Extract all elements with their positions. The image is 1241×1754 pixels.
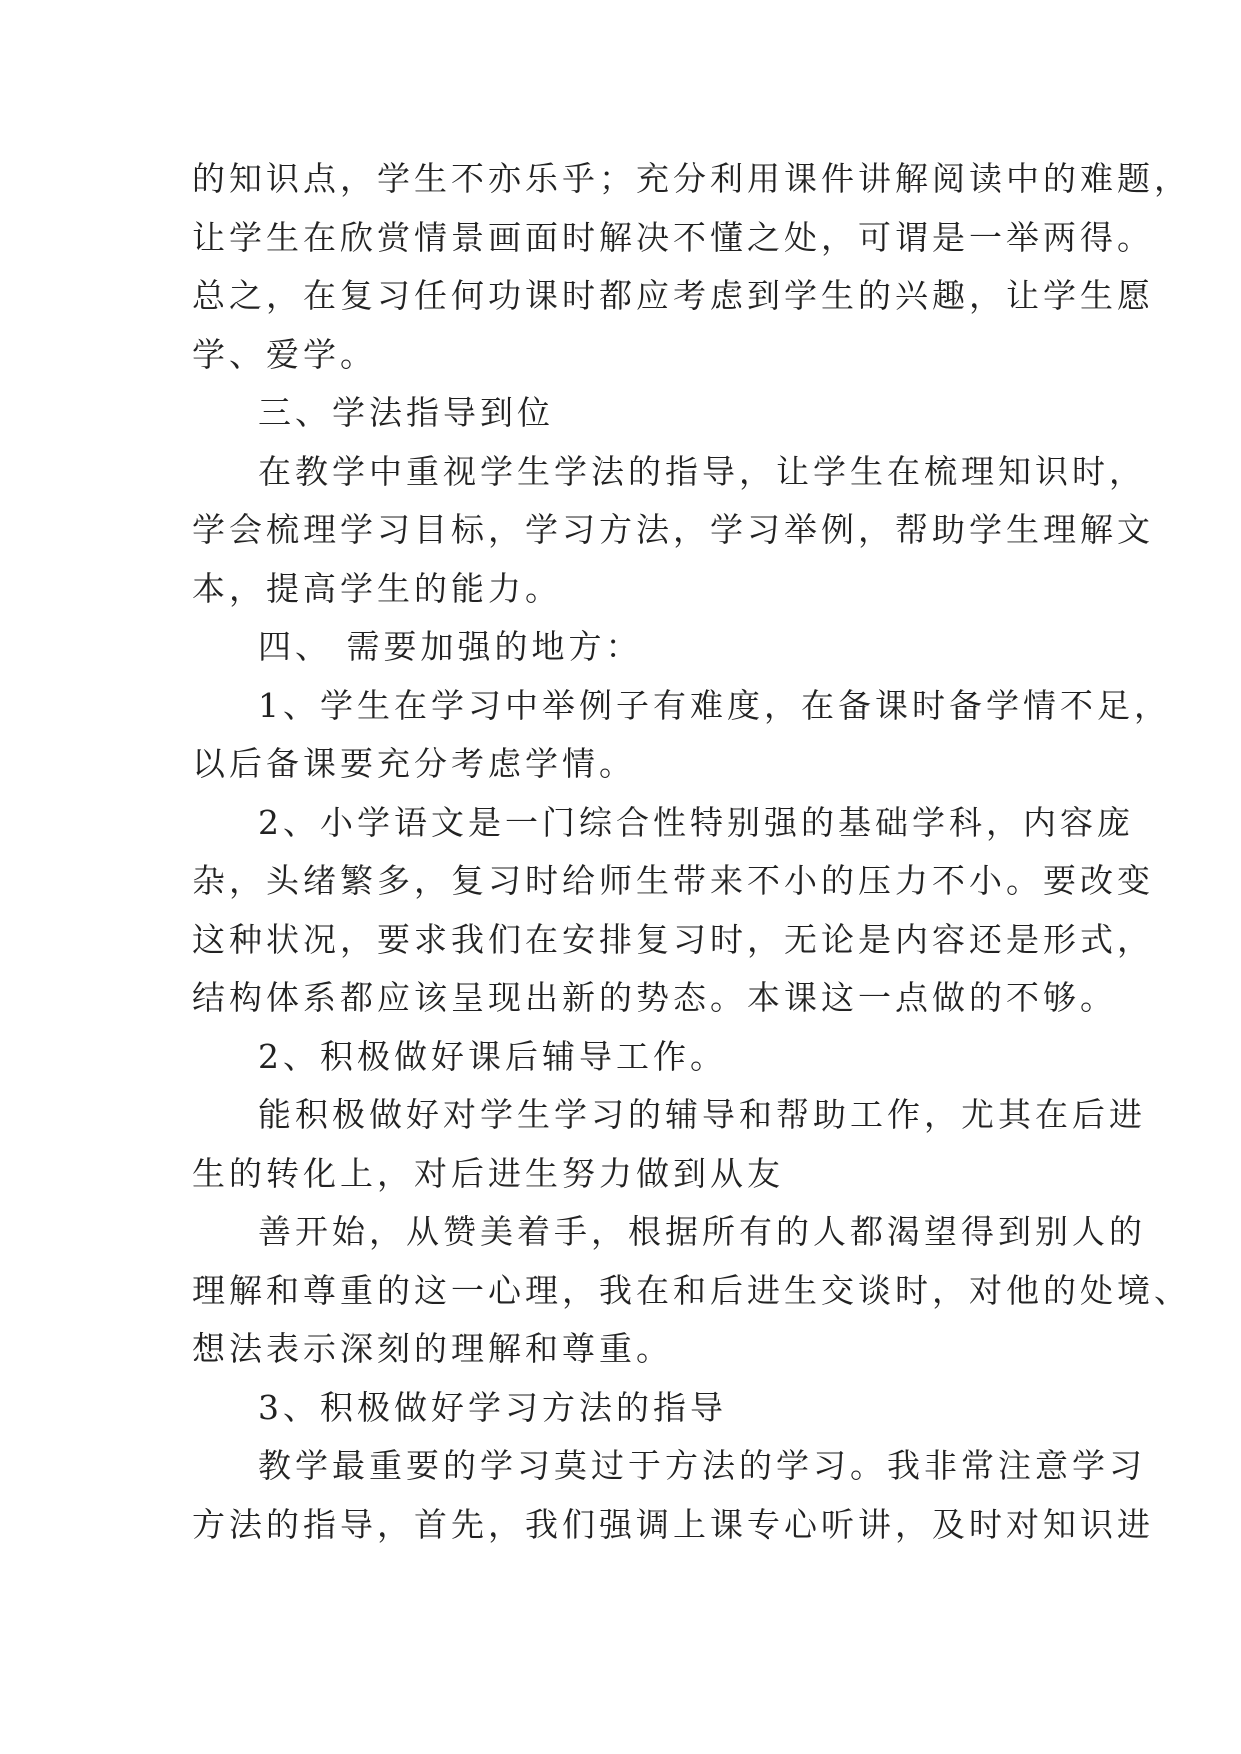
text-line: 3、积极做好学习方法的指导 xyxy=(258,1387,727,1427)
text-line: 学会梳理学习目标，学习方法，学习举例，帮助学生理解文 xyxy=(192,510,1154,549)
text-line: 善开始，从赞美着手，根据所有的人都渴望得到别人的 xyxy=(258,1212,1146,1251)
text-line: 能积极做好对学生学习的辅导和帮助工作，尤其在后进 xyxy=(258,1095,1146,1134)
text-line: 生的转化上，对后进生努力做到从友 xyxy=(192,1153,784,1193)
text-line: 理解和尊重的这一心理，我在和后进生交谈时，对他的处境、 xyxy=(192,1270,1191,1310)
text-line: 1、学生在学习中举例子有难度，在备课时备学情不足， xyxy=(258,685,1171,725)
text-line: 的知识点，学生不亦乐乎；充分利用课件讲解阅读中的难题， xyxy=(192,159,1191,198)
text-line: 2、积极做好课后辅导工作。 xyxy=(258,1036,727,1076)
text-line: 学、爱学。 xyxy=(192,334,377,374)
text-line: 以后备课要充分考虑学情。 xyxy=(192,744,636,783)
text-line: 在教学中重视学生学法的指导，让学生在梳理知识时， xyxy=(258,451,1146,491)
text-line: 结构体系都应该呈现出新的势态。本课这一点做的不够。 xyxy=(192,978,1117,1017)
text-line: 四、 需要加强的地方： xyxy=(258,627,643,666)
text-line: 杂，头绪繁多，复习时给师生带来不小的压力不小。要改变 xyxy=(192,861,1154,900)
text-line: 本，提高学生的能力。 xyxy=(192,568,562,608)
text-line: 2、小学语文是一门综合性特别强的基础学科，内容庞 xyxy=(258,802,1134,842)
body-text xyxy=(192,150,1191,1554)
text-line: 总之，在复习任何功课时都应考虑到学生的兴趣，让学生愿 xyxy=(192,276,1154,315)
text-line: 教学最重要的学习莫过于方法的学习。我非常注意学习 xyxy=(258,1446,1146,1485)
text-line: 方法的指导，首先，我们强调上课专心听讲，及时对知识进 xyxy=(192,1504,1154,1544)
text-line: 想法表示深刻的理解和尊重。 xyxy=(192,1329,673,1368)
text-line: 让学生在欣赏情景画面时解决不懂之处，可谓是一举两得。 xyxy=(192,217,1154,257)
text-line: 这种状况，要求我们在安排复习时，无论是内容还是形式， xyxy=(192,919,1154,959)
text-line: 三、学法指导到位 xyxy=(258,393,554,432)
